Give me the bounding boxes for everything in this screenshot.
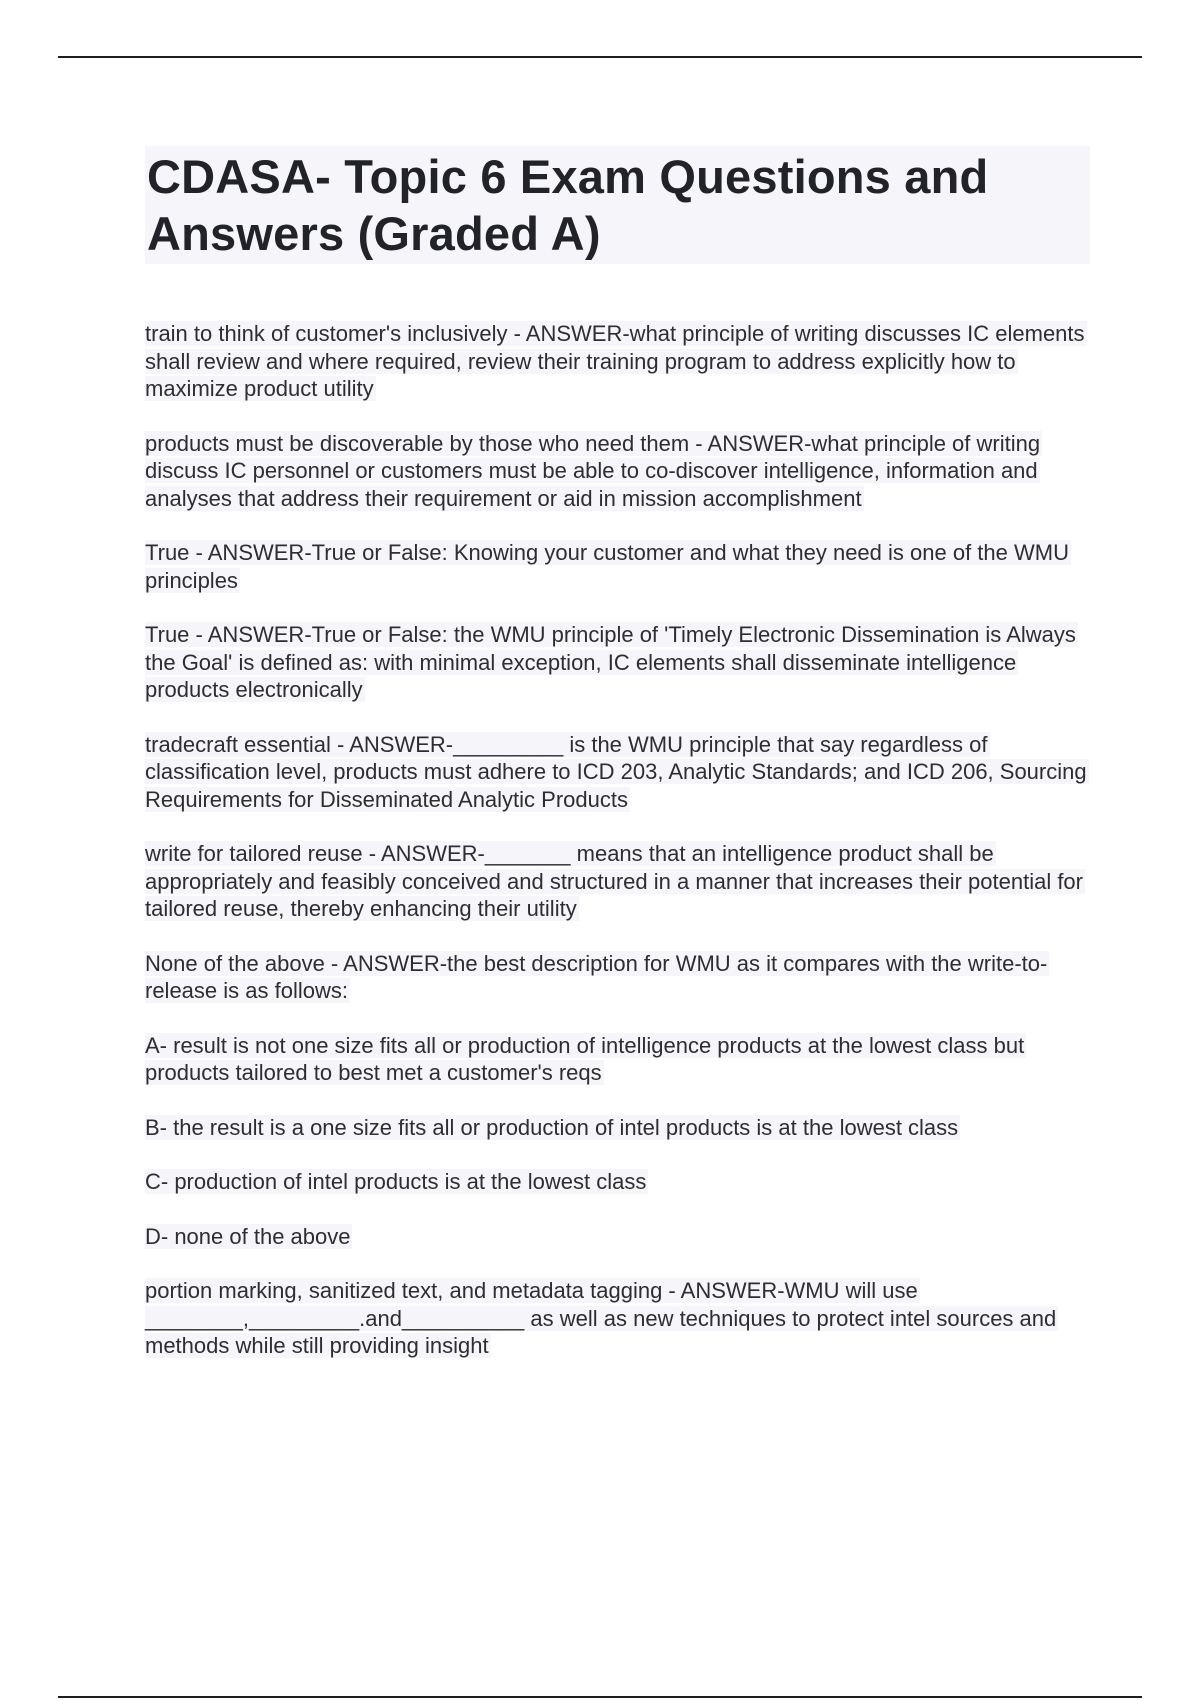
- qa-entry-4: [145, 621, 1090, 704]
- qa-entry-6: [145, 840, 1090, 923]
- qa-entry-7: [145, 950, 1090, 1005]
- title-block: [145, 146, 1090, 264]
- bottom-divider: [58, 1696, 1142, 1698]
- qa-entry-1: [145, 320, 1090, 403]
- option-text: B- the result is a one size fits all or production of intel products is at the lowest class: [145, 1114, 959, 1140]
- option-text: C- production of intel products is at the lowest class: [145, 1169, 647, 1194]
- document-title: CDASA- Topic 6 Exam Questions and Answers (Graded A): [147, 150, 989, 260]
- qa-entry-text: write for tailored reuse - ANSWER-_______ means that an intelligence product shall be appropriately and feasibly conceived and structured in a manner that increases their potential for tailored reuse, thereby enhancing their utility: [145, 841, 1083, 921]
- qa-entry-text: True - ANSWER-True or False: Knowing your customer and what they need is one of the WMU principles: [145, 540, 1069, 593]
- qa-entry-text: None of the above - ANSWER-the best description for WMU as it compares with the write-to-release is as follows:: [145, 950, 1048, 1003]
- document-body: [145, 146, 1090, 1387]
- qa-entry-text: tradecraft essential - ANSWER-_________ is the WMU principle that say regardless of classification level, products must adhere to ICD 203, Analytic Standards; and ICD 206, Sourcing Requirements for Disseminated Analytic Products: [145, 731, 1087, 812]
- qa-entry-3: [145, 539, 1090, 594]
- option-d: [145, 1223, 1090, 1251]
- qa-entry-5: [145, 731, 1090, 814]
- qa-entry-text: portion marking, sanitized text, and metadata tagging - ANSWER-WMU will use ________,_________.and__________ as well as new techniques to protect intel sources and methods while still providing insight: [145, 1278, 1057, 1358]
- qa-entry-2: [145, 430, 1090, 513]
- option-a: [145, 1032, 1090, 1087]
- option-c: [145, 1168, 1090, 1196]
- option-text: D- none of the above: [145, 1223, 351, 1249]
- qa-entry-text: True - ANSWER-True or False: the WMU principle of 'Timely Electronic Dissemination is Always the Goal' is defined as: with minimal exception, IC elements shall disseminate intelligence products electronically: [145, 622, 1076, 702]
- qa-entry-8: [145, 1277, 1090, 1360]
- option-text: A- result is not one size fits all or production of intelligence products at the lowest class but products tailored to best met a customer's reqs: [145, 1032, 1025, 1085]
- option-b: [145, 1114, 1090, 1142]
- qa-entry-text: train to think of customer's inclusively - ANSWER-what principle of writing discusses IC elements shall review and where required, review their training program to address explicitly how to maximize product utility: [145, 321, 1085, 401]
- top-divider: [58, 56, 1142, 58]
- qa-entry-text: products must be discoverable by those who need them - ANSWER-what principle of writing discuss IC personnel or customers must be able to co-discover intelligence, information and analyses that address their requirement or aid in mission accomplishment: [145, 430, 1041, 511]
